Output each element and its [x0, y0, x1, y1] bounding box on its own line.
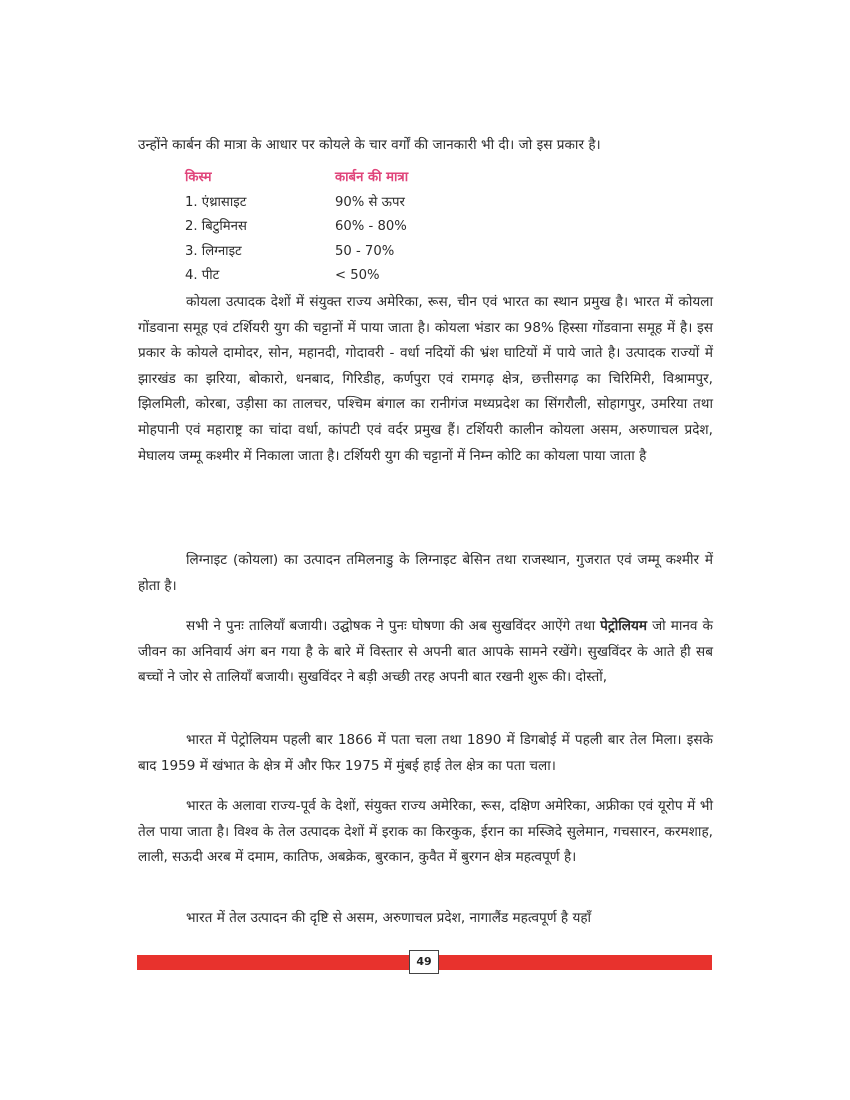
paragraph-oil-countries: भारत के अलावा राज्य-पूर्व के देशों, संयुक्त राज्य अमेरिका, रूस, दक्षिण अमेरिका, अफ्रीका एवं यूरोप में भी तेल पाया जाता है। विश्व के तेल उत्पादक देशों में इराक का किरकुक, ईरान का मस्जिदे सुलेमान, गचसारन, करमशाह, लाली, सऊदी अरब में दमाम, कातिफ, अबक्रेक, बुरकान, कुवैत में बुरगन क्षेत्र महत्वपूर्ण है।: [138, 798, 713, 866]
announcement-text-end: जो मानव के जीवन का अनिवार्य अंग बन गया है के बारे में विस्तार से अपनी बात आपके सामने रखेंगे। सुखविंदर के आते ही सब बच्चों ने जोर से तालियाँ बजायी। सुखविंदर ने बड़ी अच्छी तरह अपनी बात रखनी शुरू की। दोस्तों,: [138, 618, 713, 686]
intro-line: उन्होंने कार्बन की मात्रा के आधार पर कोयले के चार वर्गों की जानकारी भी दी। जो इस प्रकार है।: [138, 137, 601, 153]
carbon-value-cell: 50 - 70%: [335, 243, 395, 259]
carbon-value-cell: < 50%: [335, 268, 380, 283]
petroleum-keyword: पेट्रोलियम: [600, 618, 648, 634]
paragraph-india-oil: भारत में तेल उत्पादन की दृष्टि से असम, अरुणाचल प्रदेश, नागालैंड महत्वपूर्ण है यहाँ: [186, 910, 592, 926]
header-type: किस्म: [185, 170, 212, 185]
announcement-text-start: सभी ने पुनः तालियाँ बजायी। उद्घोषक ने पुनः घोषणा की अब सुखविंदर आऐंगे तथा: [186, 618, 601, 634]
coal-type-cell: 4. पीट: [185, 268, 220, 283]
paragraph-announcement: [138, 614, 713, 691]
paragraph-lignite: लिग्नाइट (कोयला) का उत्पादन तमिलनाडु के लिग्नाइट बेसिन तथा राजस्थान, गुजरात एवं जम्मू कश्मीर में होता है।: [138, 552, 713, 594]
table-row: [185, 215, 535, 240]
table-row: [185, 191, 535, 216]
carbon-value-cell: 90% से ऊपर: [335, 194, 405, 210]
coal-type-cell: 1. एंथ्रासाइट: [185, 194, 247, 210]
page-number: 49: [409, 950, 439, 974]
table-header-row: [185, 166, 535, 191]
table-row: [185, 264, 535, 289]
carbon-value-cell: 60% - 80%: [335, 219, 407, 234]
coal-type-cell: 3. लिग्नाइट: [185, 243, 242, 259]
header-carbon: कार्बन की मात्रा: [335, 170, 409, 185]
paragraph-petroleum-history: भारत में पेट्रोलियम पहली बार 1866 में पता चला तथा 1890 में डिगबोई में पहली बार तेल मिला। इसके बाद 1959 में खंभात के क्षेत्र में और फिर 1975 में मुंबई हाई तेल क्षेत्र का पता चला।: [138, 732, 713, 774]
coal-carbon-table: [185, 166, 535, 289]
table-row: [185, 240, 535, 265]
paragraph-coal-producers: कोयला उत्पादक देशों में संयुक्त राज्य अमेरिका, रूस, चीन एवं भारत का स्थान प्रमुख है। भारत में कोयला गोंडवाना समूह एवं टर्शियरी युग की चट्टानों में पाया जाता है। कोयला भंडार का 98% हिस्सा गोंडवाना समूह में है। इस प्रकार के कोयले दामोदर, सोन, महानदी, गोदावरी - वर्धा नदियों की भ्रंश घाटियों में पाये जाते है। उत्पादक राज्यों में झारखंड का झरिया, बोकारो, धनबाद, गिरिडीह, कर्णपुरा एवं रामगढ़ क्षेत्र, छत्तीसगढ़ का चिरिमिरी, विश्रामपुर, झिलमिली, कोरबा, उड़ीसा का तालचर, पश्चिम बंगाल का रानीगंज मध्यप्रदेश का सिंगरौली, सोहागपुर, उमरिया तथा मोहपानी एवं महाराष्ट्र का चांदा वर्धा, कांपटी एवं वर्दर प्रमुख हैं। टर्शियरी कालीन कोयला असम, अरुणाचल प्रदेश, मेघालय जम्मू कश्मीर में निकाला जाता है। टर्शियरी युग की चट्टानों में निम्न कोटि का कोयला पाया जाता है: [138, 294, 713, 464]
coal-type-cell: 2. बिटुमिनस: [185, 219, 247, 234]
